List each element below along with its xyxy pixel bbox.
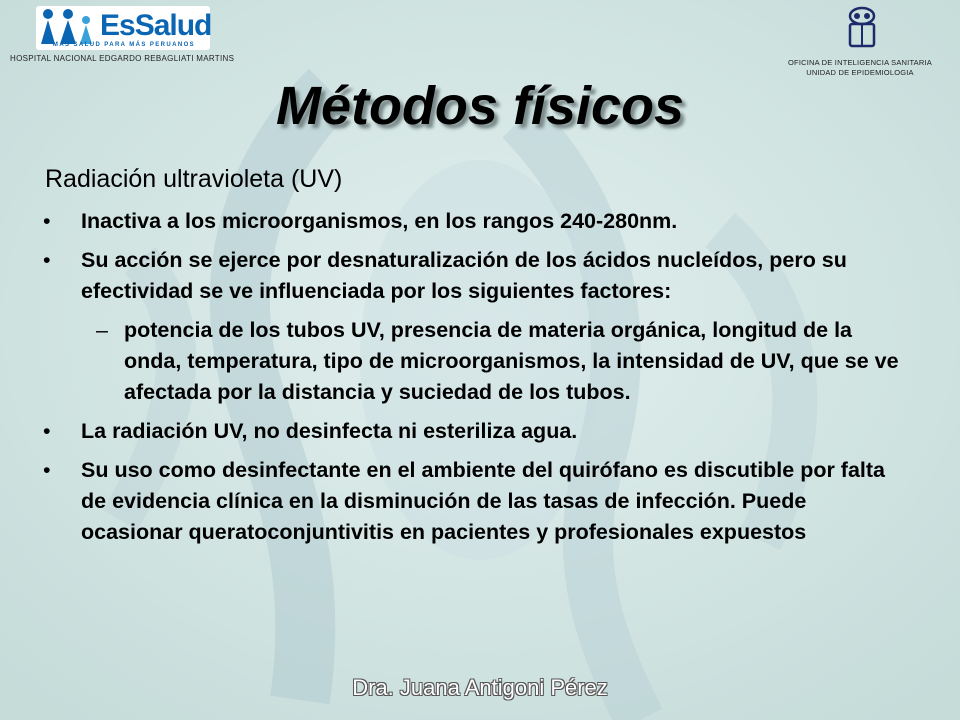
bullet-text: Su uso como desinfectante en el ambiente del quirófano es discutible por falta de evidencia clínica en la disminución de las tasas de infección. Puede ocasionar queratoconjuntivitis en pacientes y profesionales expuestos [81, 458, 886, 544]
slide-title: Métodos físicos [275, 76, 685, 136]
logo-tagline: MÁS SALUD PARA MÁS PERUANOS [52, 42, 196, 48]
author-footer: Dra. Juana Antigoni Pérez [352, 675, 608, 700]
owl-book-icon [846, 6, 878, 50]
logo-name: EsSalud [100, 9, 212, 42]
bullet-marker: • [43, 209, 51, 233]
dash-marker: – [96, 318, 108, 342]
sub-bullet-item [40, 315, 940, 408]
bullet-marker: • [43, 419, 51, 443]
bullet-marker: • [43, 248, 51, 272]
family-figures-icon [38, 8, 98, 44]
sub-bullet-text: potencia de los tubos UV, presencia de materia orgánica, longitud de la onda, temperatura, tipo de microorganismos, la intensidad de UV, que se ve afectada por la distancia y suciedad de los tubos. [124, 318, 899, 404]
epidemiology-logo [770, 6, 950, 82]
essalud-logo [8, 4, 248, 66]
section-subtitle: Radiación ultravioleta (UV) [45, 165, 343, 193]
bullet-text: Su acción se ejerce por desnaturalización de los ácidos nucleídos, pero su efectividad se ve influenciada por los siguientes factores: [81, 248, 847, 303]
unit-name: UNIDAD DE EPIDEMIOLOGIA [806, 68, 914, 77]
bullet-item [40, 455, 940, 548]
slide-content [40, 162, 940, 556]
bullet-item [40, 416, 940, 447]
office-name: OFICINA DE INTELIGENCIA SANITARIA [788, 58, 932, 67]
hospital-name: HOSPITAL NACIONAL EDGARDO REBAGLIATI MARTINS [10, 54, 235, 63]
bullet-text: Inactiva a los microorganismos, en los rangos 240-280nm. [81, 209, 678, 233]
bullet-text: La radiación UV, no desinfecta ni esteriliza agua. [81, 419, 578, 443]
bullet-item [40, 245, 940, 307]
bullet-marker: • [43, 458, 51, 482]
bullet-item [40, 206, 940, 237]
